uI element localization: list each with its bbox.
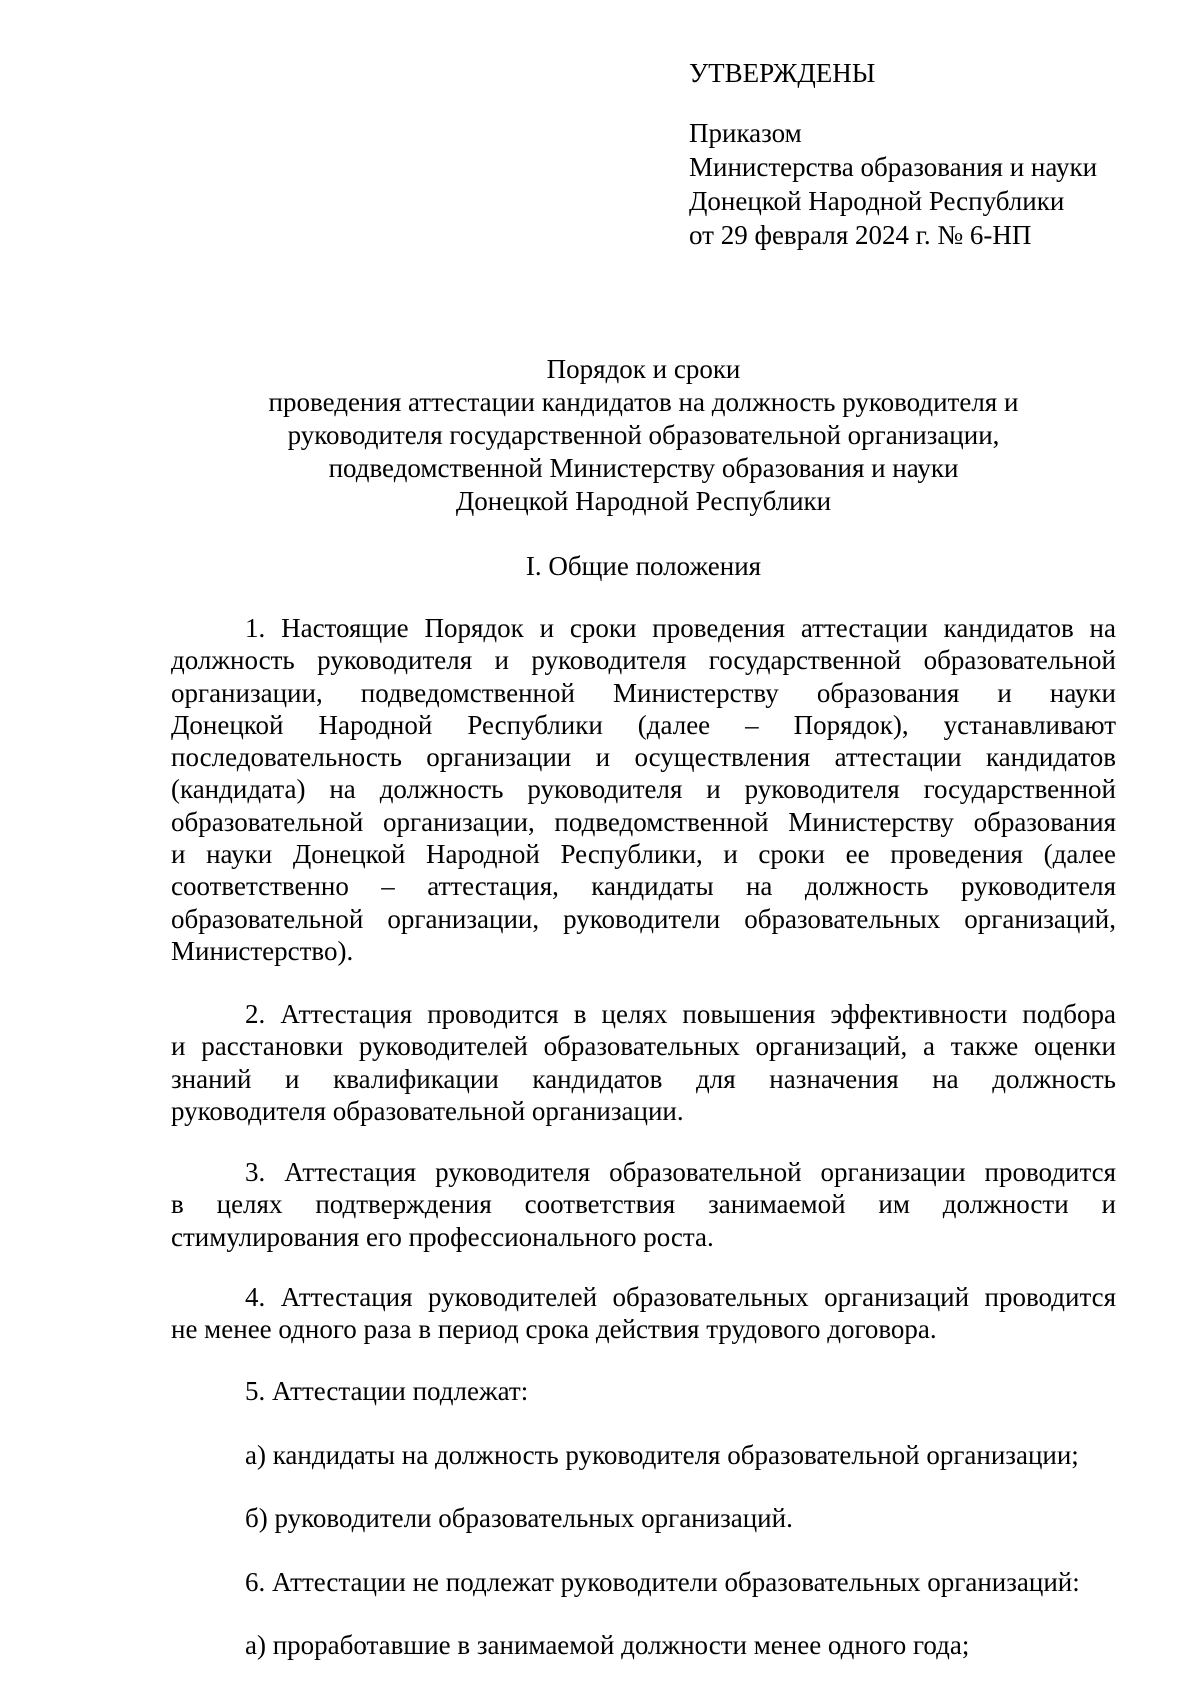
paragraph-line: 4. Аттестация руководителей образовательных организаций проводится bbox=[245, 1282, 1116, 1312]
title-line: подведомственной Министерству образования и науки bbox=[328, 453, 959, 483]
paragraph-2 bbox=[171, 998, 1116, 1127]
paragraph-line: не менее одного раза в период срока действия трудового договора. bbox=[171, 1314, 937, 1345]
paragraph-1 bbox=[171, 612, 1116, 967]
list-item: а) проработавшие в занимаемой должности менее одного года; bbox=[245, 1630, 970, 1660]
list-item: 6. Аттестации не подлежат руководители образовательных организаций: bbox=[245, 1567, 1080, 1597]
title-line: руководителя государственной образовательной организации, bbox=[287, 420, 1000, 450]
section-heading: I. Общие положения bbox=[525, 551, 762, 581]
document-title bbox=[170, 353, 1117, 518]
title-line: Порядок и сроки bbox=[546, 354, 741, 384]
paragraph-4 bbox=[171, 1281, 1116, 1346]
paragraph-line: и науки Донецкой Народной Республики, и сроки ее проведения (далее bbox=[171, 839, 1116, 870]
approval-line: Приказом bbox=[689, 118, 802, 148]
list-item: б) руководители образовательных организаций. bbox=[245, 1503, 793, 1533]
paragraph-line: Донецкой Народной Республики (далее – Порядок), устанавливают bbox=[171, 709, 1116, 740]
title-line: Донецкой Народной Республики bbox=[455, 486, 832, 516]
paragraph-line: последовательность организации и осуществления аттестации кандидатов bbox=[171, 742, 1116, 773]
paragraph-line: руководителя образовательной организации. bbox=[171, 1095, 684, 1126]
paragraph-line: образовательной организации, подведомственной Министерству образования bbox=[171, 806, 1116, 837]
paragraph-line: организации, подведомственной Министерству образования и науки bbox=[171, 677, 1116, 708]
paragraph-line: 1. Настоящие Порядок и сроки проведения аттестации кандидатов на bbox=[245, 613, 1116, 643]
paragraph-line: образовательной организации, руководители образовательных организаций, bbox=[171, 903, 1116, 934]
title-line: проведения аттестации кандидатов на должность руководителя и bbox=[268, 387, 1019, 417]
paragraph-line: 2. Аттестация проводится в целях повышения эффективности подбора bbox=[245, 999, 1116, 1029]
paragraph-line: в целях подтверждения соответствия занимаемой им должности и bbox=[171, 1189, 1116, 1220]
paragraph-line: и расстановки руководителей образовательных организаций, а также оценки bbox=[171, 1031, 1116, 1062]
paragraph-line: Министерство). bbox=[171, 935, 354, 966]
approved-heading: УТВЕРЖДЕНЫ bbox=[689, 58, 876, 88]
paragraph-line: соответственно – аттестация, кандидаты на должность руководителя bbox=[171, 871, 1116, 902]
approval-line: Министерства образования и науки bbox=[689, 152, 1098, 182]
list-item: 5. Аттестации подлежат: bbox=[245, 1376, 529, 1406]
paragraph-3 bbox=[171, 1156, 1116, 1253]
paragraph-line: знаний и квалификации кандидатов для назначения на должность bbox=[171, 1063, 1116, 1094]
paragraph-line: должность руководителя и руководителя государственной образовательной bbox=[171, 645, 1116, 676]
approval-line: от 29 февраля 2024 г. № 6-НП bbox=[689, 220, 1032, 250]
paragraph-line: (кандидата) на должность руководителя и руководителя государственной bbox=[171, 774, 1116, 805]
paragraph-line: 3. Аттестация руководителя образовательной организации проводится bbox=[245, 1157, 1116, 1187]
list-item: а) кандидаты на должность руководителя образовательной организации; bbox=[245, 1440, 1079, 1470]
approval-stamp bbox=[689, 56, 1097, 252]
paragraph-line: стимулирования его профессионального роста. bbox=[171, 1221, 714, 1252]
approval-line: Донецкой Народной Республики bbox=[689, 186, 1065, 216]
